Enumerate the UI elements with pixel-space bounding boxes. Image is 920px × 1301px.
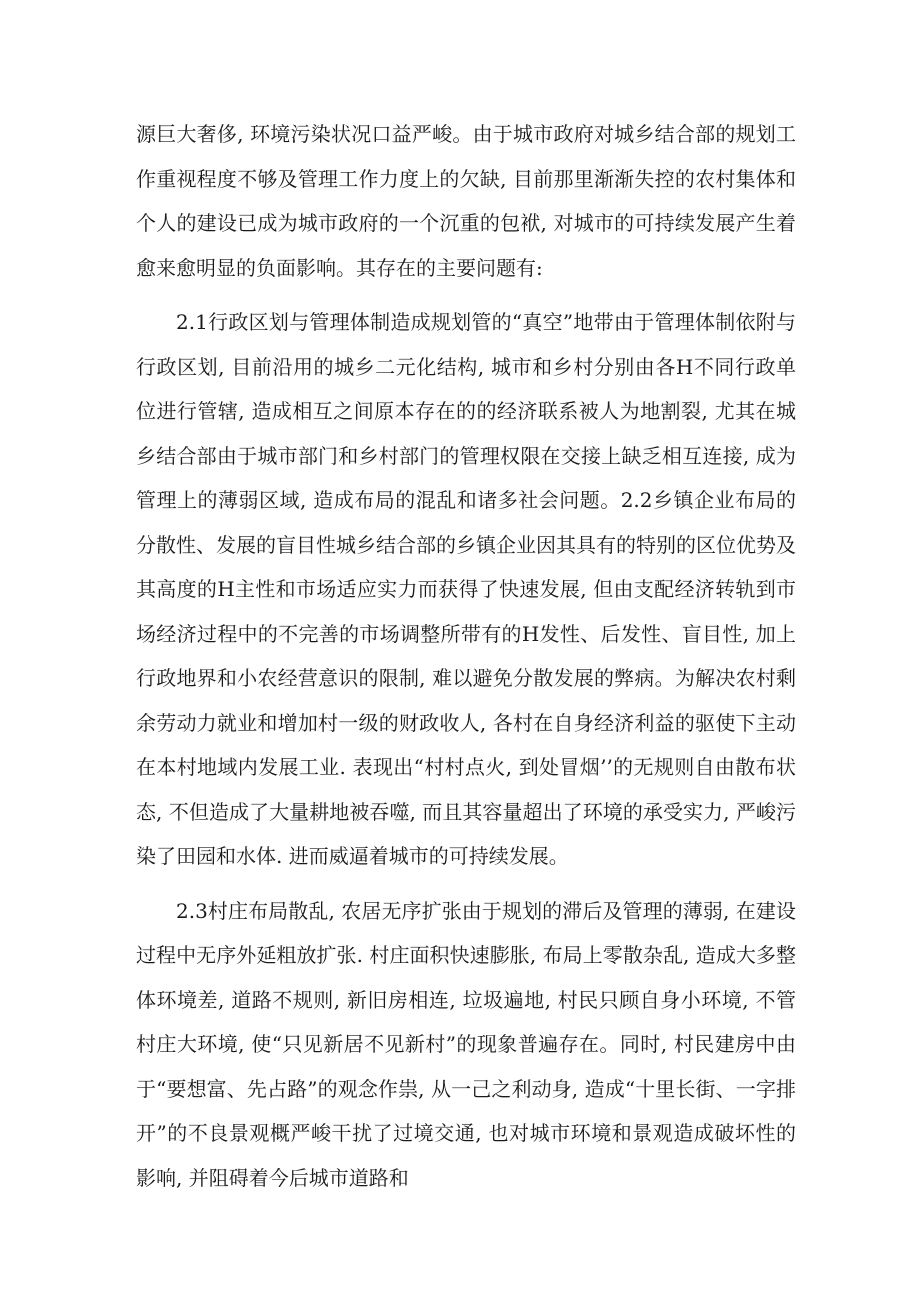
paragraph-2-3: 2.3村庄布局散乱, 农居无序扩张由于规划的滞后及管理的薄弱, 在建设过程中无序外延粗放扩张. 村庄面积快速膨胀, 布局上零散杂乱, 造成大多整体环境差, 道路不规则, 新旧房相连, 垃圾遍地, 村民只顾自身小环境, 不管村庄大环境, 使“只见新居不见新村”的现象普遍存在。同时, 村民建房中由于“要想富、先占路”的观念作祟, 从一己之利动身, 造成“十里长街、一字排开”的不良景观概严峻干扰了过境交通, 也对城市环境和景观造成破坏性的影响, 并阻碍着今后城市道路和 bbox=[136, 898, 796, 1190]
paragraph-continuation: 源巨大奢侈, 环境污染状况口益严峻。由于城市政府对城乡结合部的规划工作重视程度不够及管理工作力度上的欠缺, 目前那里渐渐失控的农村集体和个人的建设已成为城市政府的一个沉重的包袱, 对城市的可持续发展产生着愈来愈明显的负面影响。其存在的主要问题有: bbox=[136, 122, 796, 280]
paragraph-2-1-2-2: 2.1行政区划与管理体制造成规划管的“真空”地带由于管理体制依附与行政区划, 目前沿用的城乡二元化结构, 城市和乡村分别由各H不同行政单位进行管辖, 造成相互之间原本存在的的经济联系被人为地割裂, 尤其在城乡结合部由于城市部门和乡村部门的管理权限在交接上缺乏相互连接, 成为管理上的薄弱区域, 造成布局的混乱和诸多社会问题。2.2乡镇企业布局的分散性、发展的盲目性城乡结合部的乡镇企业因其具有的特别的区位优势及其高度的H主性和市场适应实力而获得了快速发展, 但由支配经济转轨到市场经济过程中的不完善的市场调整所带有的H发性、后发性、盲目性, 加上行政地界和小农经营意识的限制, 难以避免分散发展的弊病。为解决农村剩余劳动力就业和增加村一级的财政收人, 各村在自身经济利益的驱使下主动在本村地域内发展工业. 表现出“村村点火, 到处冒烟’’的无规则自由散布状态, 不但造成了大量耕地被吞噬, 而且其容量超出了环境的承受实力, 严峻污染了田园和水体. 进而威逼着城市的可持续发展。 bbox=[136, 310, 796, 868]
document-body bbox=[136, 112, 796, 1200]
